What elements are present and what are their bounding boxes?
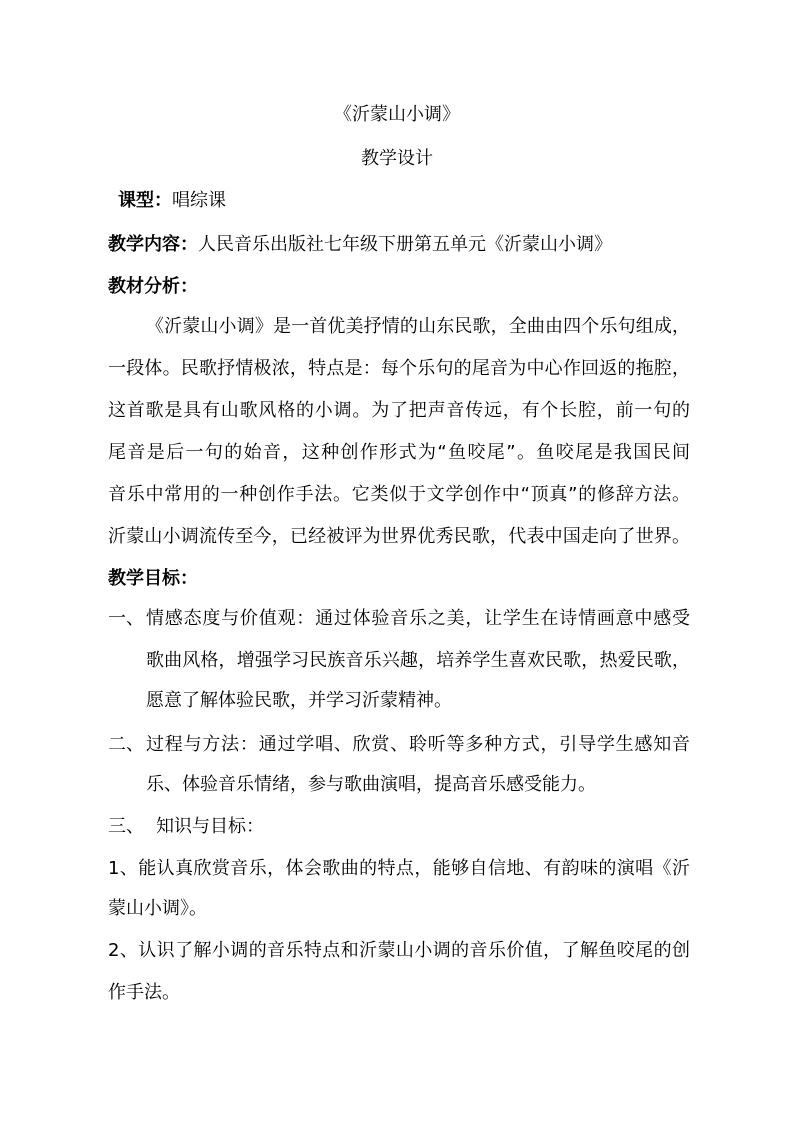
- analysis-line: 尾音是后一句的始音，这种创作形式为“鱼咬尾”。鱼咬尾是我国民间: [108, 442, 690, 463]
- document-title: 《沂蒙山小调》: [334, 104, 460, 125]
- analysis-line: 一段体。民歌抒情极浓，特点是：每个乐句的尾音为中心作回返的拖腔，: [108, 358, 690, 379]
- analysis-line: 音乐中常用的一种创作手法。它类似于文学创作中“顶真”的修辞方法。: [108, 484, 690, 505]
- goal-line: 乐、体验音乐情绪，参与歌曲演唱，提高音乐感受能力。: [146, 774, 596, 795]
- analysis-heading: 教材分析：: [108, 276, 198, 297]
- goal-line: 情感态度与价值观：通过体验音乐之美，让学生在诗情画意中感受: [146, 608, 690, 629]
- knowledge-line: 2、认识了解小调的音乐特点和沂蒙山小调的音乐价值，了解鱼咬尾的创: [108, 940, 690, 961]
- course-type-label: 课型：: [118, 190, 172, 211]
- knowledge-line: 蒙山小调》。: [108, 898, 207, 919]
- knowledge-line: 1、能认真欣赏音乐，体会歌曲的特点，能够自信地、有韵味的演唱《沂: [108, 858, 690, 879]
- analysis-line: 《沂蒙山小调》是一首优美抒情的山东民歌，全曲由四个乐句组成，: [146, 316, 690, 337]
- teaching-content: [108, 234, 612, 256]
- course-type-value: 唱综课: [172, 190, 226, 211]
- goal-line: 过程与方法：通过学唱、欣赏、聆听等多种方式，引导学生感知音: [146, 734, 690, 755]
- goal-line: 愿意了解体验民歌，并学习沂蒙精神。: [146, 690, 452, 711]
- analysis-line: 沂蒙山小调流传至今，已经被评为世界优秀民歌，代表中国走向了世界。: [108, 526, 690, 547]
- teaching-content-value: 人民音乐出版社七年级下册第五单元《沂蒙山小调》: [198, 234, 612, 255]
- goal-marker: 二、: [108, 734, 144, 755]
- goal-marker: 一、: [108, 608, 144, 629]
- analysis-line: 这首歌是具有山歌风格的小调。为了把声音传远，有个长腔，前一句的: [108, 400, 690, 421]
- course-type: [118, 190, 226, 212]
- goals-heading: 教学目标：: [108, 568, 198, 589]
- goal-line: 知识与目标：: [156, 816, 264, 837]
- document-subtitle: 教学设计: [361, 148, 433, 169]
- teaching-content-label: 教学内容：: [108, 234, 198, 255]
- goal-marker: 三、: [108, 816, 144, 837]
- goal-line: 歌曲风格，增强学习民族音乐兴趣，培养学生喜欢民歌，热爱民歌，: [146, 650, 690, 671]
- knowledge-line: 作手法。: [108, 982, 180, 1003]
